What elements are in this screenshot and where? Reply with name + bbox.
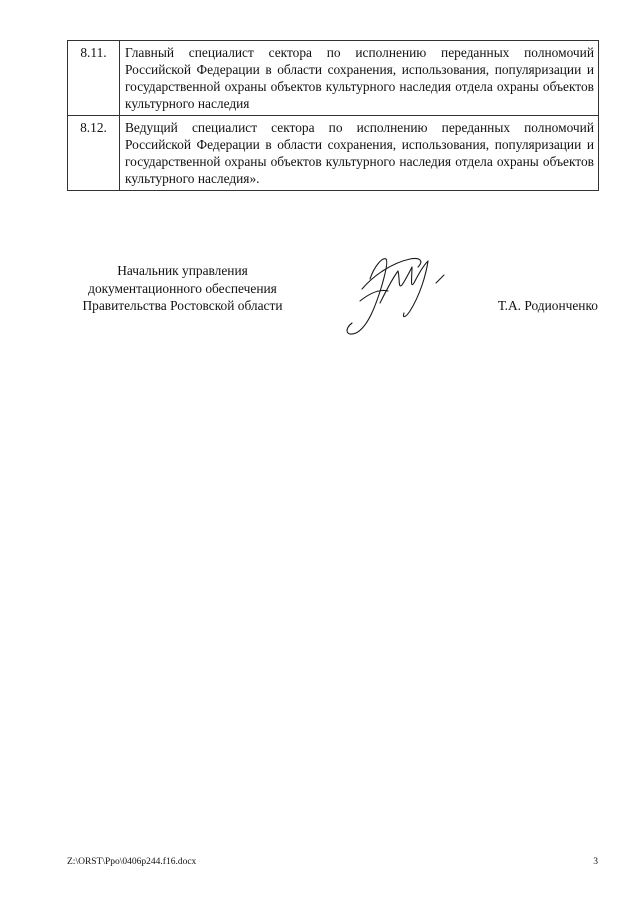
footer-file-path: Z:\ORST\Ppo\0406p244.f16.docx bbox=[67, 857, 197, 867]
table-row bbox=[68, 116, 599, 191]
position-line: Начальник управления bbox=[117, 263, 248, 278]
handwritten-signature bbox=[340, 245, 455, 340]
table-row bbox=[68, 41, 599, 116]
signer-name: Т.А. Родионченко bbox=[497, 298, 598, 313]
row-description: Главный специалист сектора по исполнению переданных полномочий Российской Федерации в области сохранения, использования, популяризации и государственной охраны объектов культурного наследия отдела охраны объектов культурного наследия bbox=[120, 41, 599, 116]
page-number: 3 bbox=[593, 857, 598, 867]
row-description: Ведущий специалист сектора по исполнению переданных полномочий Российской Федерации в области сохранения, использования, популяризации и государственной охраны объектов культурного наследия отдела охраны объектов культурного наследия». bbox=[120, 116, 599, 191]
position-line: документационного обеспечения bbox=[88, 280, 277, 296]
signatory-position bbox=[60, 262, 305, 315]
position-line: Правительства Ростовской области bbox=[82, 298, 283, 313]
row-number: 8.11. bbox=[68, 41, 120, 116]
positions-table bbox=[67, 40, 599, 191]
row-number: 8.12. bbox=[68, 116, 120, 191]
